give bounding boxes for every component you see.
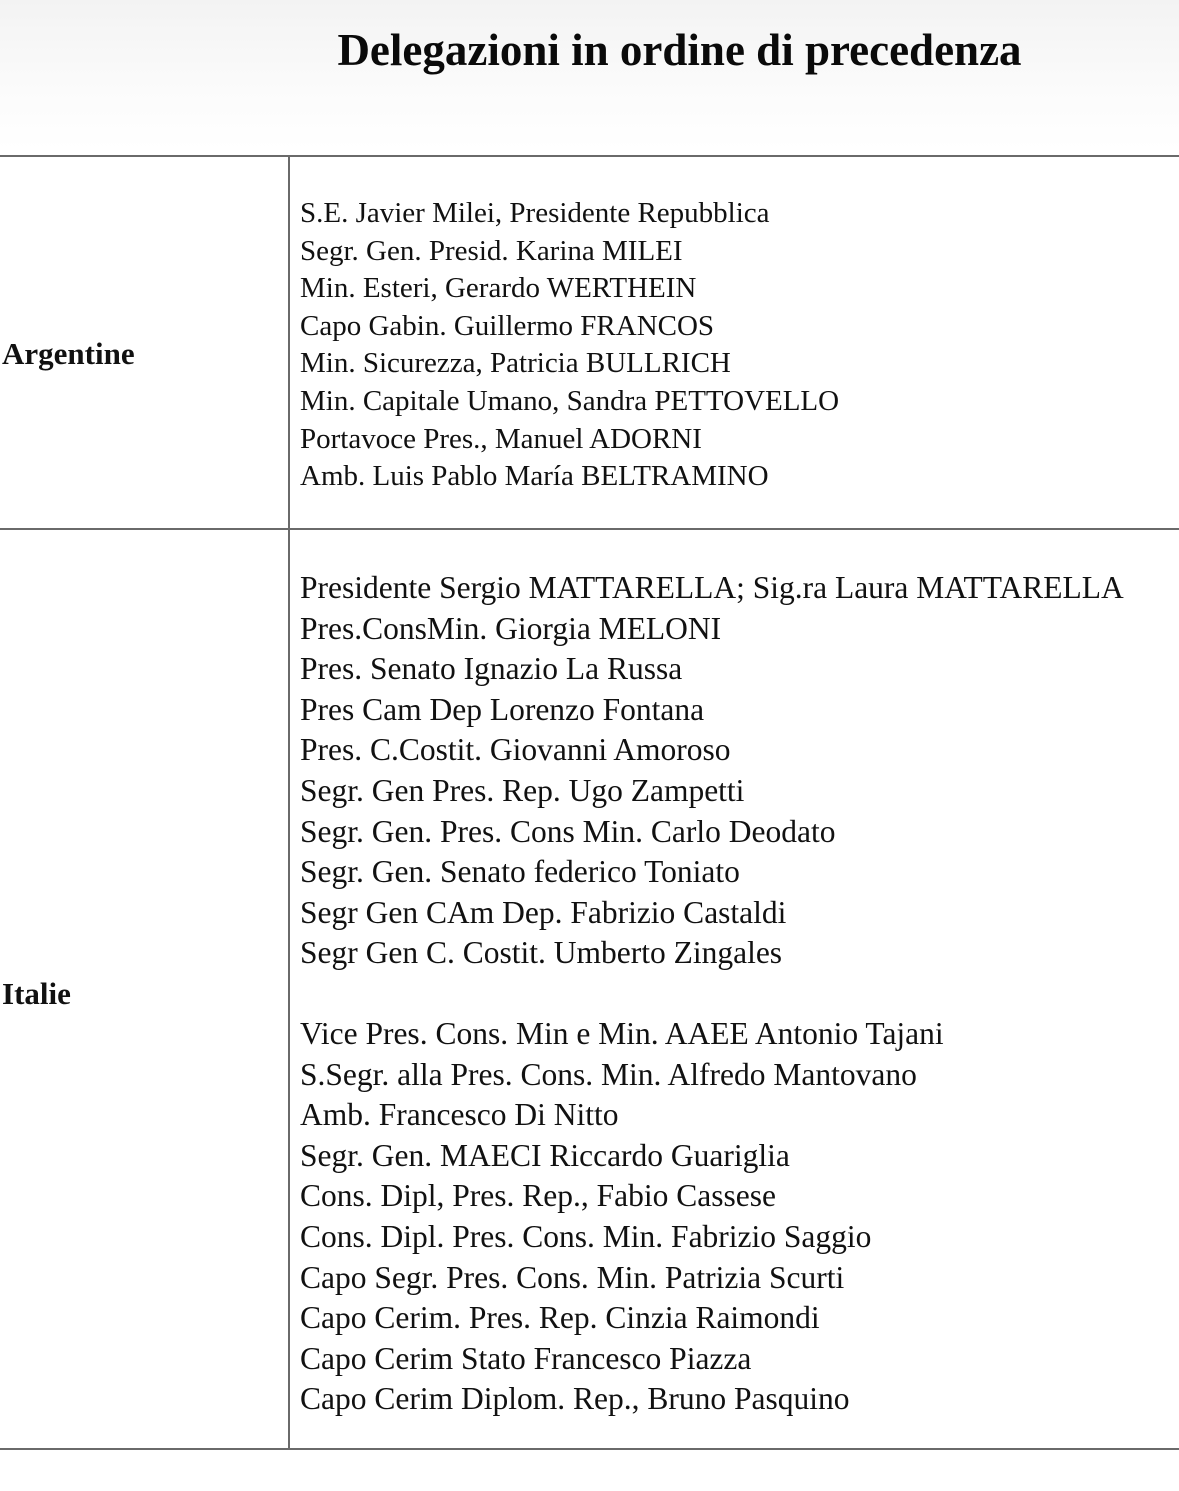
delegate-entry: Capo Cerim Stato Francesco Piazza	[300, 1340, 752, 1376]
delegate-entry: Pres. C.Costit. Giovanni Amoroso	[300, 732, 731, 768]
delegate-entry: Vice Pres. Cons. Min e Min. AAEE Antonio Tajani	[300, 1015, 944, 1051]
delegate-entry: Capo Segr. Pres. Cons. Min. Patrizia Scurti	[300, 1259, 845, 1295]
delegate-entry: Pres. Senato Ignazio La Russa	[300, 651, 683, 687]
table-bottom-rule	[0, 1448, 1179, 1450]
delegate-entry: Pres Cam Dep Lorenzo Fontana	[300, 691, 705, 727]
delegate-entry: Capo Cerim. Pres. Rep. Cinzia Raimondi	[300, 1300, 820, 1336]
column-divider-rule	[288, 155, 290, 1450]
delegate-entry: Min. Capitale Umano, Sandra PETTOVELLO	[300, 384, 840, 417]
delegate-entry: Segr. Gen. Presid. Karina MILEI	[300, 234, 683, 267]
page-title: Delegazioni in ordine di precedenza	[337, 25, 1022, 75]
delegate-entry: Segr Gen CAm Dep. Fabrizio Castaldi	[300, 894, 787, 930]
delegate-entry: Capo Cerim Diplom. Rep., Bruno Pasquino	[300, 1381, 850, 1417]
delegation-members-italie	[300, 568, 1124, 1420]
delegate-entry: Min. Esteri, Gerardo WERTHEIN	[300, 272, 697, 305]
delegation-members-argentine	[300, 195, 839, 496]
delegate-entry: Cons. Dipl. Pres. Cons. Min. Fabrizio Saggio	[300, 1218, 872, 1254]
delegate-entry: Capo Gabin. Guillermo FRANCOS	[300, 309, 715, 342]
delegate-entry: Amb. Francesco Di Nitto	[300, 1097, 619, 1133]
delegate-entry: S.E. Javier Milei, Presidente Repubblica	[300, 197, 770, 229]
delegation-country-argentine: Argentine	[2, 336, 135, 371]
delegate-entry: Segr. Gen. Pres. Cons Min. Carlo Deodato	[300, 813, 836, 849]
delegate-entry: S.Segr. alla Pres. Cons. Min. Alfredo Mantovano	[300, 1056, 917, 1092]
table-top-rule	[0, 155, 1179, 157]
delegate-entry: Min. Sicurezza, Patricia BULLRICH	[300, 347, 731, 380]
delegate-entry: Segr. Gen. Senato federico Toniato	[300, 854, 740, 890]
row-divider-rule	[0, 528, 1179, 530]
delegate-entry: Pres.ConsMin. Giorgia MELONI	[300, 610, 722, 646]
delegation-country-italie: Italie	[2, 976, 71, 1011]
delegate-entry: Portavoce Pres., Manuel ADORNI	[300, 422, 702, 455]
delegate-entry: Segr. Gen. MAECI Riccardo Guariglia	[300, 1137, 790, 1173]
delegate-entry: Segr Gen C. Costit. Umberto Zingales	[300, 935, 783, 971]
group-spacer	[300, 974, 1124, 1014]
delegate-entry: Segr. Gen Pres. Rep. Ugo Zampetti	[300, 772, 745, 808]
delegate-entry: Presidente Sergio MATTARELLA; Sig.ra Laura MATTARELLA	[300, 570, 1124, 605]
delegate-entry: Cons. Dipl, Pres. Rep., Fabio Cassese	[300, 1178, 776, 1214]
delegate-entry: Amb. Luis Pablo María BELTRAMINO	[300, 460, 769, 493]
